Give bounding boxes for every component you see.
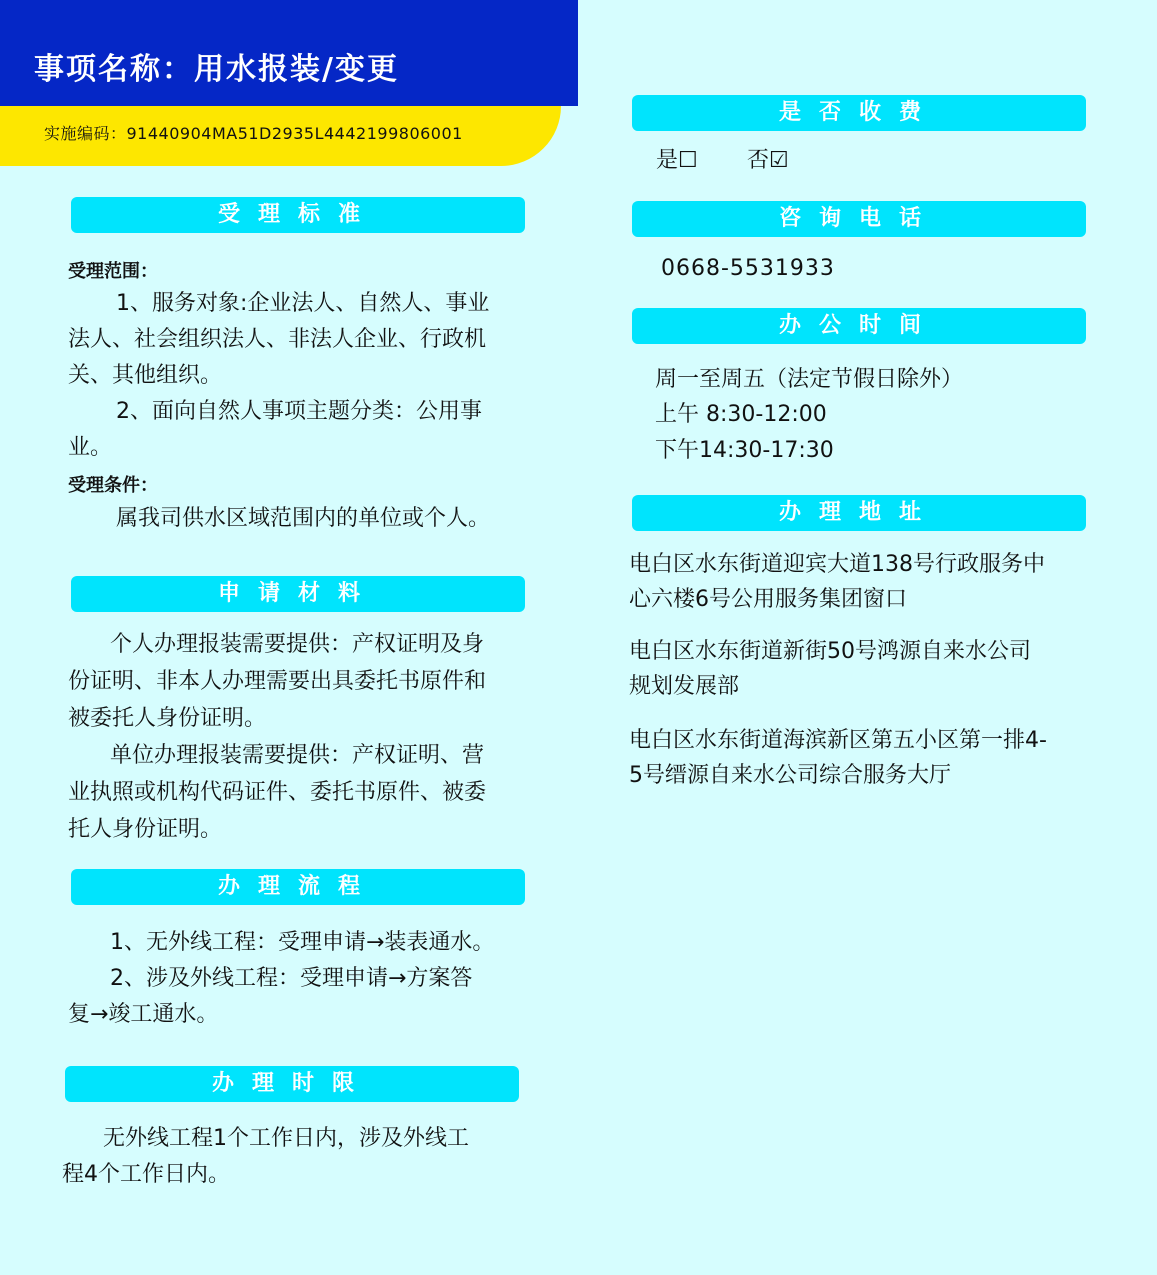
fee-yes-checkbox: 是☐ xyxy=(656,148,698,173)
materials-line: 个人办理报装需要提供：产权证明及身 xyxy=(110,632,485,657)
materials-line: 业执照或机构代码证件、委托书原件、被委 xyxy=(68,780,487,805)
process-line: 1、无外线工程：受理申请→装表通水。 xyxy=(110,930,495,955)
process-line: 2、涉及外线工程：受理申请→方案答 xyxy=(110,966,473,991)
scope-line: 1、服务对象:企业法人、自然人、事业 xyxy=(116,291,490,316)
time-limit-line: 无外线工程1个工作日内，涉及外线工 xyxy=(103,1126,469,1151)
materials-line: 被委托人身份证明。 xyxy=(68,706,267,731)
address-line: 规划发展部 xyxy=(629,674,740,699)
address-line: 电白区水东街道海滨新区第五小区第一排4- xyxy=(629,728,1047,753)
hours-line: 上午 8:30-12:00 xyxy=(655,402,827,427)
scope-line: 关、其他组织。 xyxy=(68,363,223,388)
implementation-code: 实施编码：91440904MA51D2935L4442199806001 xyxy=(44,124,463,143)
scope-line: 法人、社会组织法人、非法人企业、行政机 xyxy=(68,327,487,352)
section-header-time-limit: 办理时限 xyxy=(65,1066,519,1102)
section-header-address: 办理地址 xyxy=(632,495,1086,531)
fee-no-checkbox: 否☑ xyxy=(747,148,789,173)
time-limit-line: 程4个工作日内。 xyxy=(62,1162,230,1187)
materials-line: 托人身份证明。 xyxy=(68,817,223,842)
section-header-acceptance: 受理标准 xyxy=(71,197,525,233)
phone-number: 0668-5531933 xyxy=(661,256,835,281)
section-header-phone: 咨询电话 xyxy=(632,201,1086,237)
address-line: 心六楼6号公用服务集团窗口 xyxy=(629,587,907,612)
section-header-fee: 是否收费 xyxy=(632,95,1086,131)
scope-line: 业。 xyxy=(68,435,113,460)
address-line: 5号缙源自来水公司综合服务大厅 xyxy=(629,763,951,788)
address-line: 电白区水东街道新街50号鸿源自来水公司 xyxy=(629,639,1031,664)
section-header-hours: 办公时间 xyxy=(632,308,1086,344)
materials-line: 份证明、非本人办理需要出具委托书原件和 xyxy=(68,669,487,694)
hours-line: 周一至周五（法定节假日除外） xyxy=(655,367,964,392)
condition-text: 属我司供水区域范围内的单位或个人。 xyxy=(116,506,491,531)
process-line: 复→竣工通水。 xyxy=(68,1002,219,1027)
scope-line: 2、面向自然人事项主题分类：公用事 xyxy=(116,399,482,424)
scope-label: 受理范围： xyxy=(68,261,158,282)
section-header-process: 办理流程 xyxy=(71,869,525,905)
address-line: 电白区水东街道迎宾大道138号行政服务中 xyxy=(629,552,1045,577)
condition-label: 受理条件： xyxy=(68,475,158,496)
section-header-materials: 申请材料 xyxy=(71,576,525,612)
hours-line: 下午14:30-17:30 xyxy=(655,438,834,463)
materials-line: 单位办理报装需要提供：产权证明、营 xyxy=(110,743,485,768)
page-title: 事项名称：用水报装/变更 xyxy=(34,52,399,87)
